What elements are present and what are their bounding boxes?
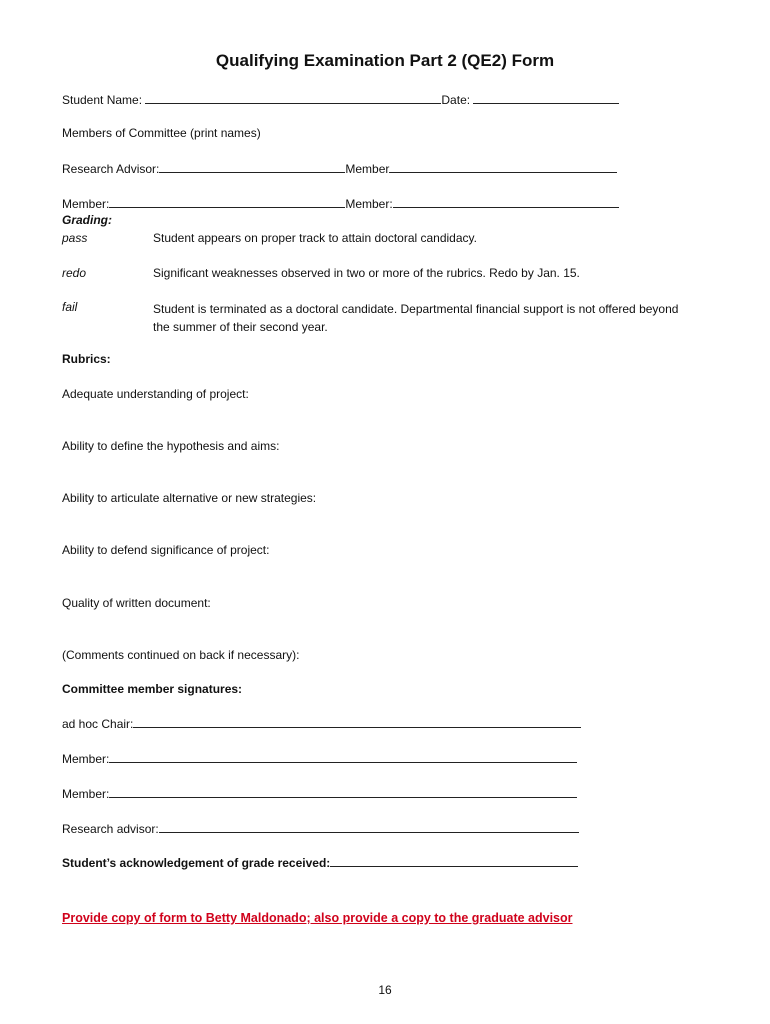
chair-signature-field[interactable]	[133, 716, 581, 728]
acknowledgement-row	[62, 855, 578, 871]
submission-notice: Provide copy of form to Betty Maldonado; also provide a copy to the graduate advisor	[62, 911, 573, 925]
chair-label: ad hoc Chair:	[62, 717, 134, 731]
grade-description: Significant weaknesses observed in two or more of the rubrics. Redo by Jan. 15.	[153, 266, 580, 280]
advisor-signature-label: Research advisor:	[62, 822, 159, 836]
date-field[interactable]	[473, 92, 619, 104]
acknowledgement-label: Student’s acknowledgement of grade received:	[62, 856, 331, 870]
member-field[interactable]	[389, 161, 617, 173]
grade-term: fail	[62, 300, 78, 314]
grade-term: pass	[62, 231, 88, 245]
student-name-label: Student Name:	[62, 93, 143, 107]
grade-term: redo	[62, 266, 87, 280]
date-label: Date:	[441, 93, 471, 107]
signatures-heading: Committee member signatures:	[62, 682, 243, 696]
research-advisor-field[interactable]	[159, 161, 345, 173]
member-signature-label: Member:	[62, 752, 110, 766]
page-number: 16	[378, 983, 392, 997]
page-title: Qualifying Examination Part 2 (QE2) Form	[215, 51, 555, 70]
committee-heading: Members of Committee (print names)	[62, 126, 261, 140]
rubric-item: Adequate understanding of project:	[62, 387, 249, 401]
rubric-item: Ability to defend significance of project:	[62, 543, 270, 557]
member-signature-field[interactable]	[109, 786, 577, 798]
advisor-signature-field[interactable]	[159, 821, 579, 833]
rubric-item: Quality of written document:	[62, 596, 211, 610]
member-field[interactable]	[393, 196, 619, 208]
member-label: Member:	[345, 197, 393, 211]
advisor-signature-row	[62, 821, 579, 837]
grade-description: Student is terminated as a doctoral candidate. Departmental financial support is not offered beyond the summer of their second year.	[153, 302, 679, 334]
member-label: Member	[345, 162, 390, 176]
rubric-item: Ability to articulate alternative or new strategies:	[62, 491, 317, 505]
grade-description: Student appears on proper track to attain doctoral candidacy.	[153, 231, 477, 245]
student-name-field[interactable]	[145, 92, 441, 104]
member-signature-row	[62, 751, 577, 767]
member-field[interactable]	[109, 196, 345, 208]
rubric-item: Ability to define the hypothesis and aims:	[62, 439, 280, 453]
members-row	[62, 196, 619, 212]
member-label: Member:	[62, 197, 110, 211]
comments-note: (Comments continued on back if necessary):	[62, 648, 300, 662]
member-signature-row	[62, 786, 577, 802]
research-advisor-label: Research Advisor:	[62, 162, 160, 176]
grading-heading: Grading:	[62, 213, 112, 227]
chair-signature-row	[62, 716, 581, 732]
member-signature-field[interactable]	[109, 751, 577, 763]
rubrics-heading: Rubrics:	[62, 352, 111, 366]
member-signature-label: Member:	[62, 787, 110, 801]
advisor-row	[62, 161, 617, 177]
student-name-row	[62, 92, 619, 108]
acknowledgement-field[interactable]	[330, 855, 578, 867]
